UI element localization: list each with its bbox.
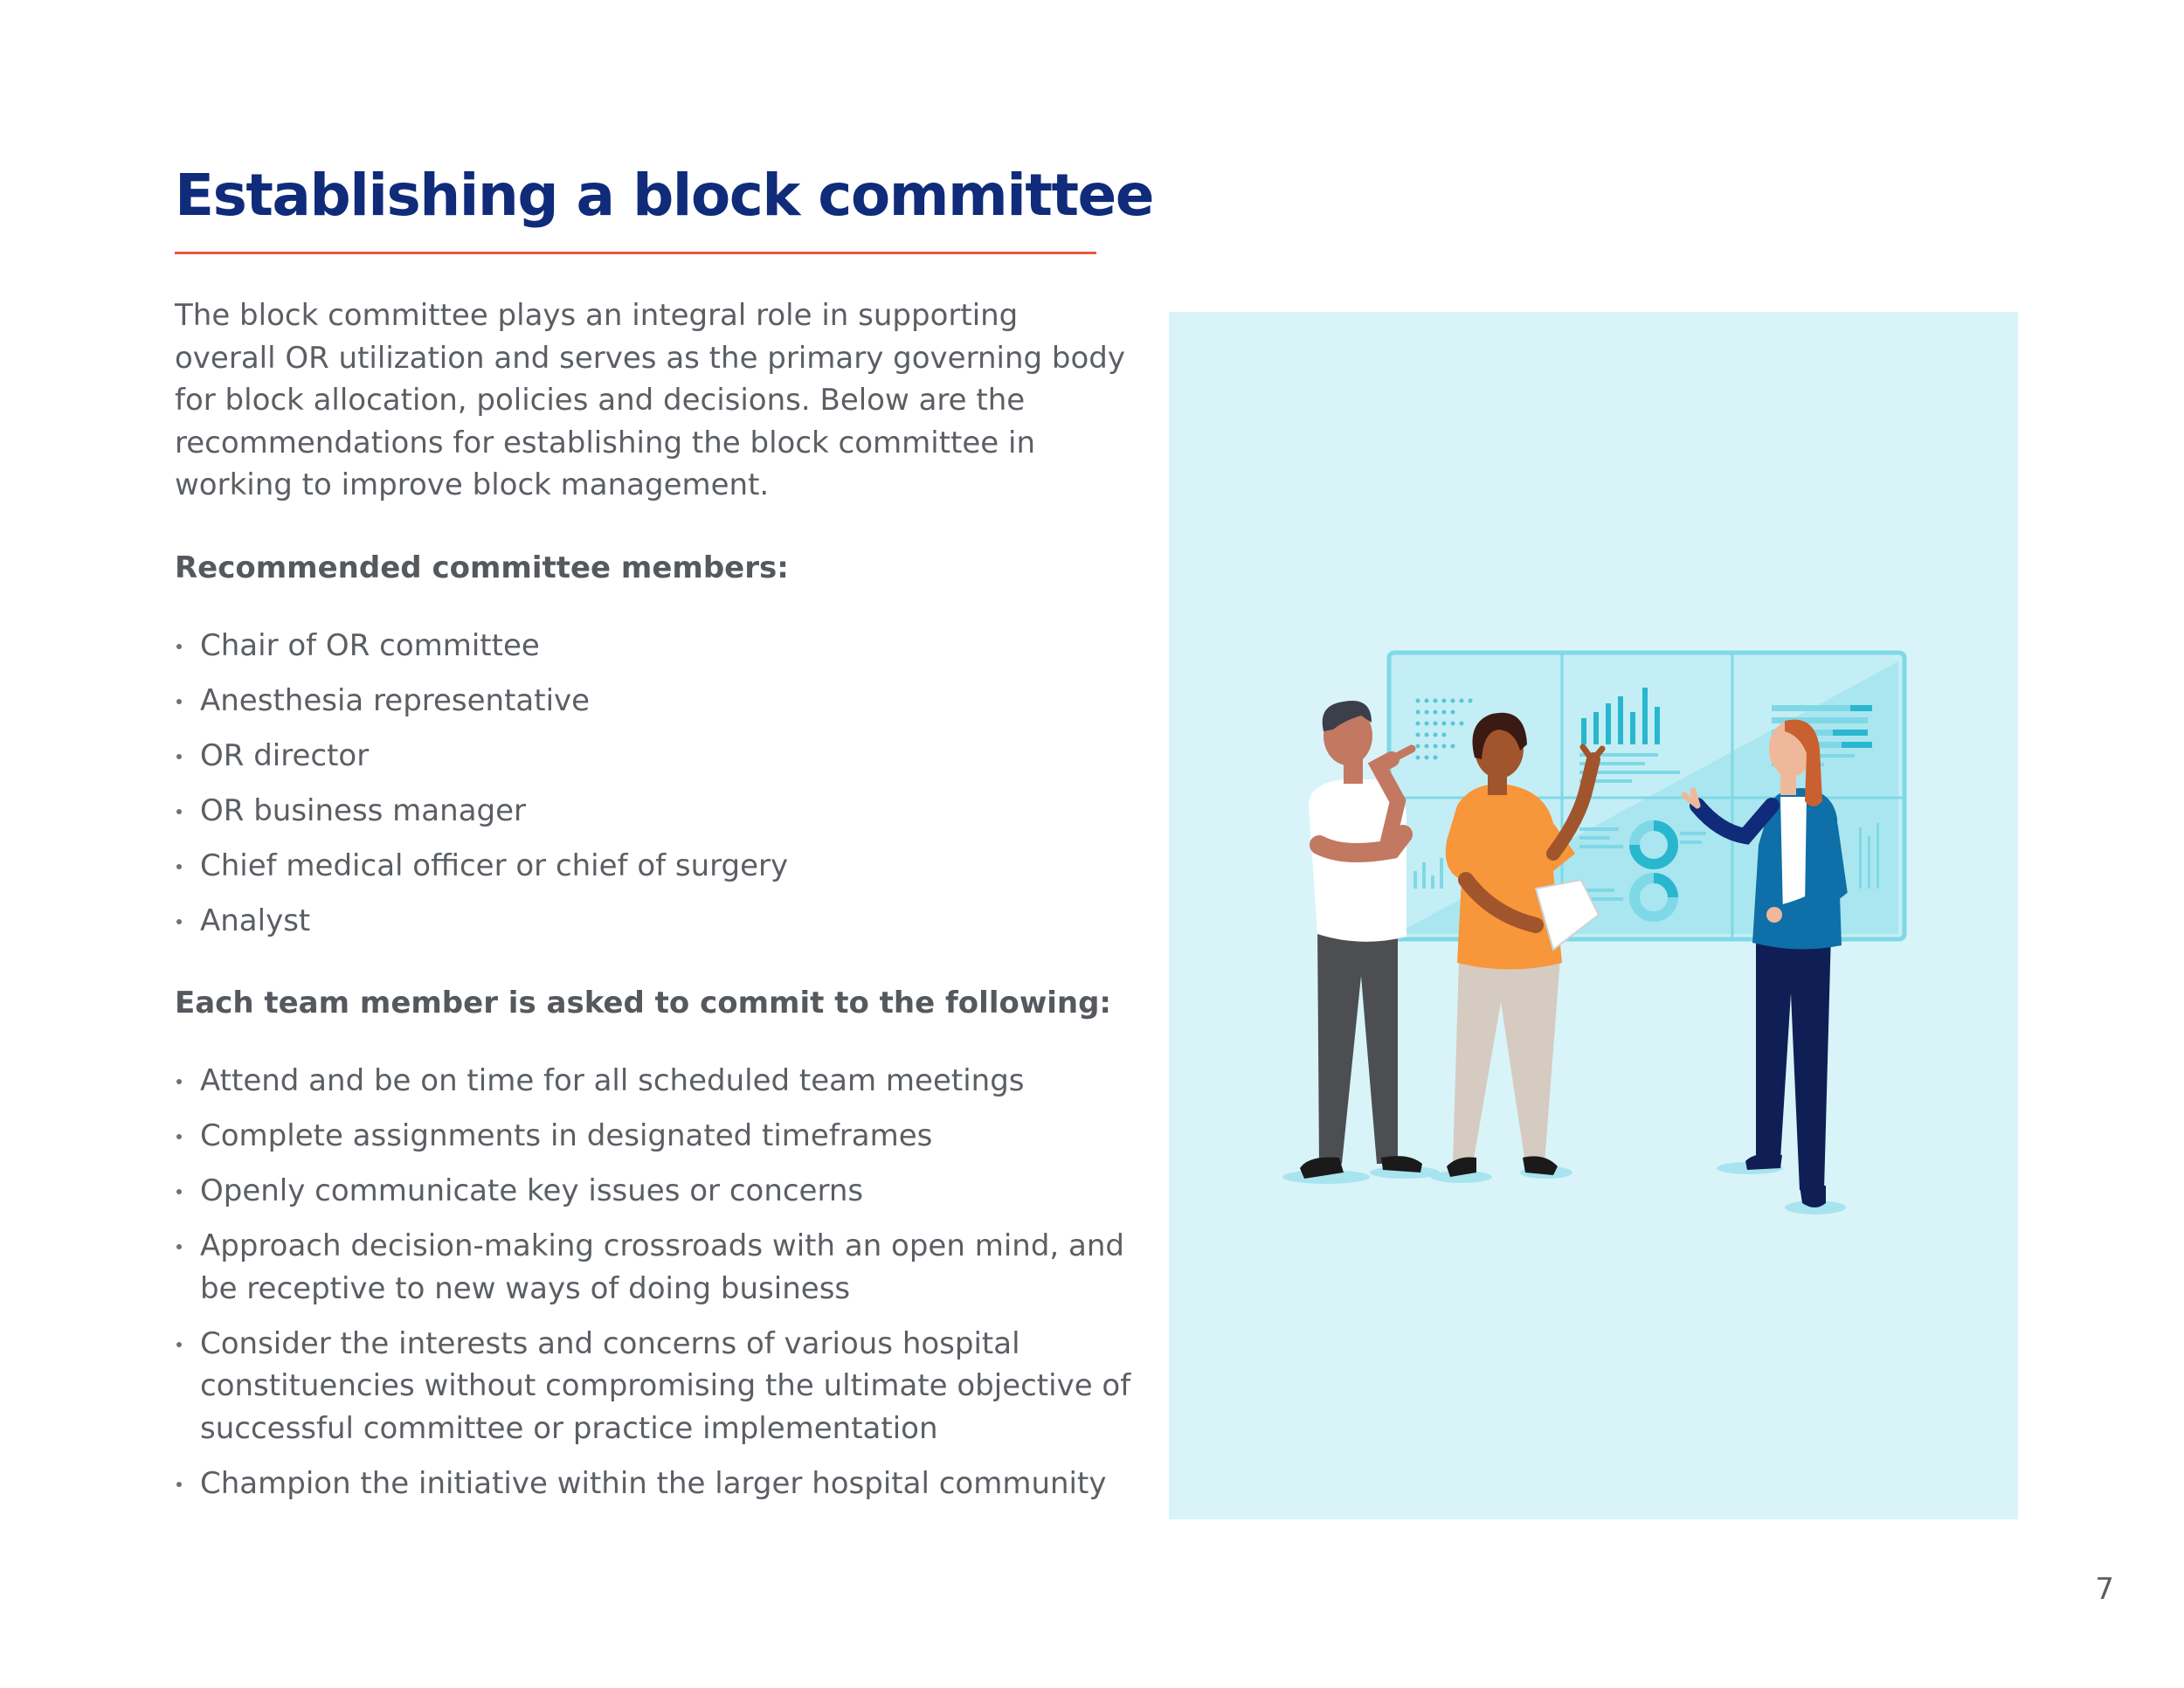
list-item: OR director	[175, 735, 1136, 778]
list-item: Champion the initiative within the larger hospital community	[175, 1463, 1136, 1505]
intro-paragraph: The block committee plays an integral role in supporting overall OR utilization and serves as the primary governing body for block allocation, policies and decisions. Below are the recommendations for establishing the block committee in working to improve block management.	[175, 298, 1125, 502]
illustration-panel	[1169, 312, 2018, 1519]
list-item: Chair of OR committee	[175, 625, 1136, 668]
list-item: Chief medical officer or chief of surgery	[175, 845, 1136, 888]
list-item: Complete assignments in designated timeframes	[175, 1115, 1136, 1158]
page-number: 7	[2095, 1572, 2114, 1607]
list-item: OR business manager	[175, 790, 1136, 833]
members-heading: Recommended committee members:	[175, 550, 789, 585]
commitments-list	[175, 1060, 1136, 1518]
list-item: Openly communicate key issues or concerns	[175, 1170, 1136, 1213]
list-item: Attend and be on time for all scheduled team meetings	[175, 1060, 1136, 1103]
page-title: Establishing a block committee	[175, 162, 1154, 229]
list-item: Anesthesia representative	[175, 680, 1136, 723]
members-list	[175, 625, 1136, 955]
team-meeting-illustration	[1169, 312, 2018, 1519]
commitments-heading: Each team member is asked to commit to the following:	[175, 986, 1112, 1020]
list-item: Consider the interests and concerns of various hospital constituencies without compromising the ultimate objective of successful committee or practice implementation	[175, 1323, 1136, 1450]
list-item: Analyst	[175, 900, 1136, 943]
title-underline	[175, 252, 1096, 254]
list-item: Approach decision-making crossroads with an open mind, and be receptive to new ways of doing business	[175, 1225, 1136, 1310]
